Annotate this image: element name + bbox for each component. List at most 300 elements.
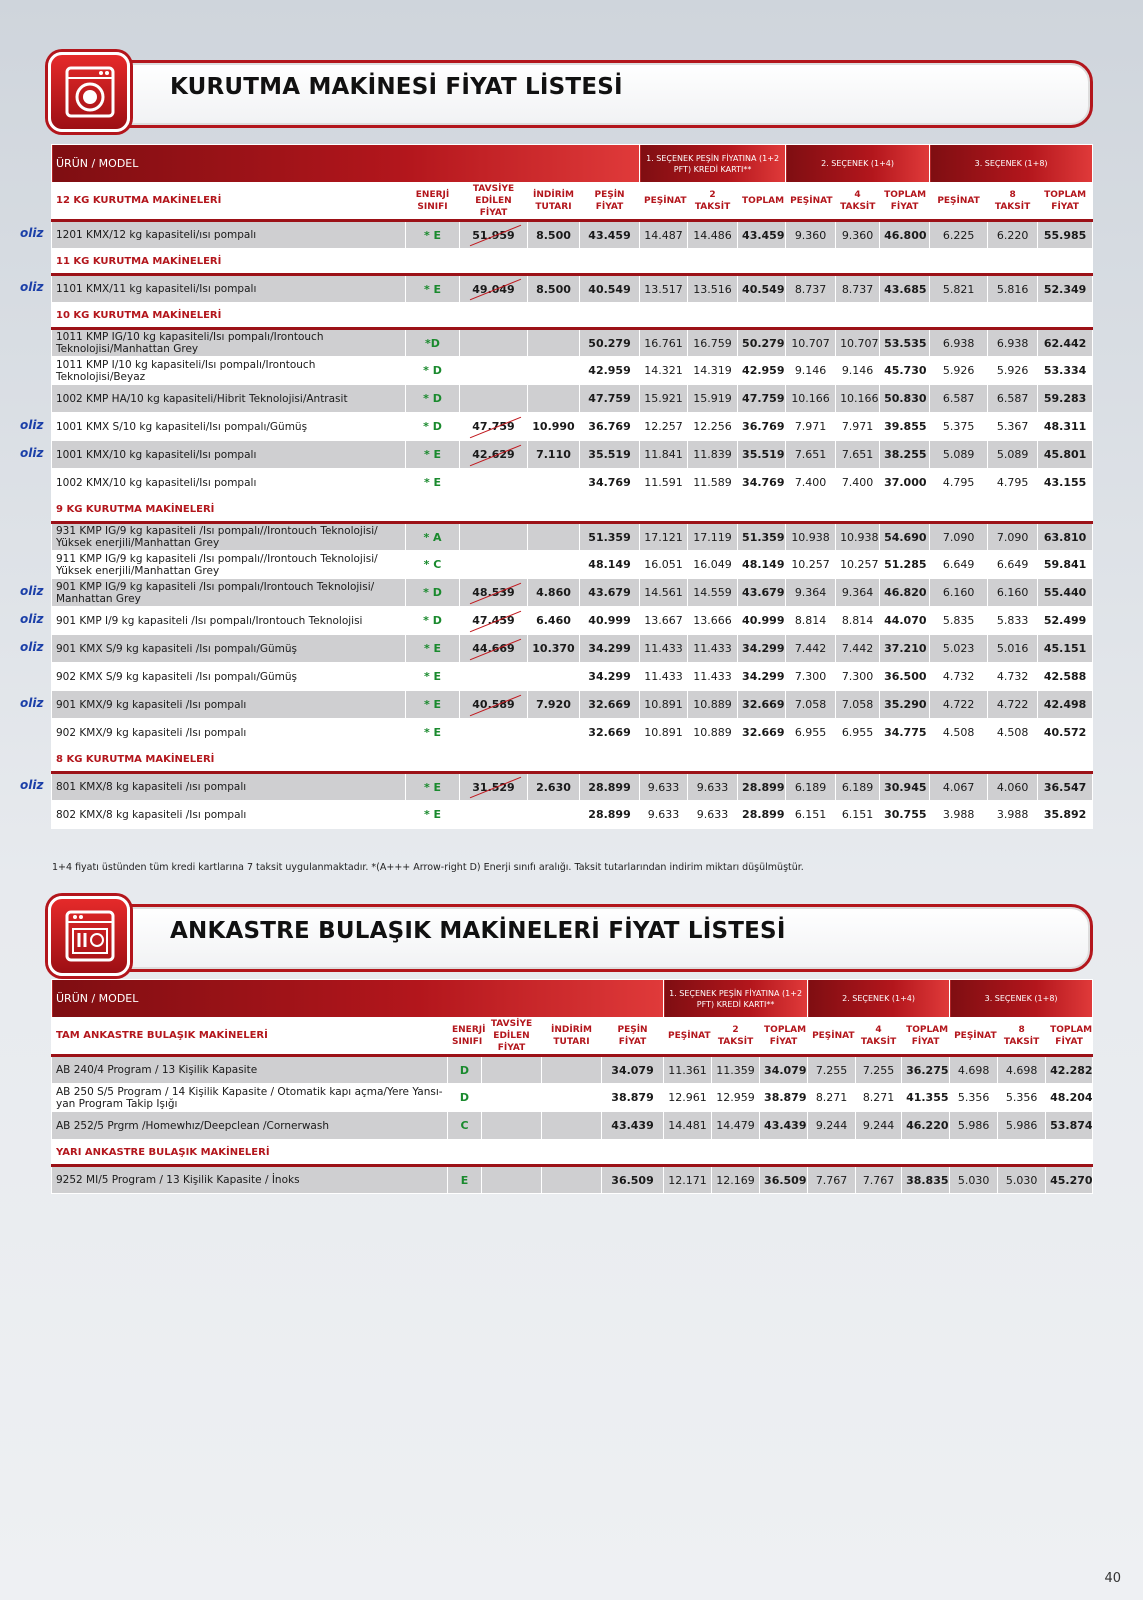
cash-price: 43.439 (602, 1112, 664, 1140)
installment: 9.364 (836, 579, 880, 607)
header-option-1: 1. SEÇENEK PEŞİN FİYATINA (1+2 PFT) KREDİ KARTI** (664, 980, 808, 1018)
installment: 5.816 (988, 275, 1038, 303)
header-option-3: 3. SEÇENEK (1+8) (950, 980, 1093, 1018)
brand-logo: oliz (20, 417, 44, 432)
recommended-price (482, 1056, 542, 1084)
cash-price: 51.359 (580, 523, 640, 551)
brand-logo: oliz (20, 279, 44, 294)
column-header-energy: ENERJİ SINIFI (406, 183, 460, 221)
down-payment: 6.151 (786, 801, 836, 829)
energy-class: * A (406, 523, 460, 551)
installment: 8.737 (836, 275, 880, 303)
down-payment: 7.651 (786, 441, 836, 469)
total: 36.500 (880, 663, 930, 691)
installment: 5.833 (988, 607, 1038, 635)
installment: 11.359 (712, 1056, 760, 1084)
down-payment: 10.257 (786, 551, 836, 579)
table-row (52, 1112, 1093, 1140)
installment: 10.707 (836, 329, 880, 357)
down-payment: 6.955 (786, 719, 836, 747)
installment: 5.030 (998, 1166, 1046, 1194)
recommended-price (460, 469, 528, 497)
discount-amount: 8.500 (528, 221, 580, 249)
installment: 9.360 (836, 221, 880, 249)
installment: 14.479 (712, 1112, 760, 1140)
installment: 9.633 (688, 773, 738, 801)
header-option-2: 2. SEÇENEK (1+4) (808, 980, 950, 1018)
down-payment: 9.364 (786, 579, 836, 607)
down-payment: 10.938 (786, 523, 836, 551)
down-payment: 11.433 (640, 635, 688, 663)
recommended-price: 47.759 (460, 413, 528, 441)
down-payment: 9.633 (640, 801, 688, 829)
down-payment: 10.891 (640, 691, 688, 719)
dishwasher-price-list-banner (48, 896, 1093, 976)
installment: 17.119 (688, 523, 738, 551)
category-heading: 9 KG KURUTMA MAKİNELERİ (52, 497, 1093, 523)
total: 34.299 (738, 635, 786, 663)
discount-amount (528, 663, 580, 691)
down-payment: 7.090 (930, 523, 988, 551)
column-header-inst1: 2 TAKSİT (712, 1018, 760, 1056)
cash-price: 38.879 (602, 1084, 664, 1112)
product-name: 9252 MI/5 Program / 13 Kişilik Kapasite / İnoks (52, 1166, 448, 1194)
installment: 7.090 (988, 523, 1038, 551)
down-payment: 9.360 (786, 221, 836, 249)
installment: 5.016 (988, 635, 1038, 663)
cash-price: 50.279 (580, 329, 640, 357)
down-payment: 5.030 (950, 1166, 998, 1194)
table-row (52, 691, 1093, 719)
column-header-total2: TOPLAM FİYAT (902, 1018, 950, 1056)
installment: 5.367 (988, 413, 1038, 441)
cash-price: 34.769 (580, 469, 640, 497)
recommended-price: 44.669 (460, 635, 528, 663)
column-header-total1: TOPLAM FİYAT (760, 1018, 808, 1056)
table-row (52, 719, 1093, 747)
brand-logo: oliz (20, 225, 44, 240)
column-header-down1: PEŞİNAT (664, 1018, 712, 1056)
dryer-price-table (51, 144, 1093, 829)
column-header-energy: ENERJİ SINIFI (448, 1018, 482, 1056)
table-row (52, 579, 1093, 607)
total: 40.999 (738, 607, 786, 635)
installment: 16.049 (688, 551, 738, 579)
brand-logo: oliz (20, 695, 44, 710)
product-name: 1002 KMP HA/10 kg kapasiteli/Hibrit Teknolojisi/Antrasit (52, 385, 406, 413)
total: 46.820 (880, 579, 930, 607)
total: 46.800 (880, 221, 930, 249)
installment: 11.839 (688, 441, 738, 469)
total: 59.841 (1038, 551, 1093, 579)
column-header-cash: PEŞİN FİYAT (580, 183, 640, 221)
discount-amount: 8.500 (528, 275, 580, 303)
recommended-price: 40.589 (460, 691, 528, 719)
down-payment: 10.707 (786, 329, 836, 357)
table-row (52, 275, 1093, 303)
installment: 10.889 (688, 691, 738, 719)
total: 32.669 (738, 719, 786, 747)
total: 44.070 (880, 607, 930, 635)
installment: 14.486 (688, 221, 738, 249)
cash-price: 32.669 (580, 719, 640, 747)
down-payment: 4.732 (930, 663, 988, 691)
category-heading: 10 KG KURUTMA MAKİNELERİ (52, 303, 1093, 329)
cash-price: 34.299 (580, 663, 640, 691)
discount-amount: 2.630 (528, 773, 580, 801)
total: 48.204 (1046, 1084, 1093, 1112)
table-row (52, 607, 1093, 635)
installment: 7.255 (856, 1056, 902, 1084)
table-row (52, 551, 1093, 579)
installment: 16.759 (688, 329, 738, 357)
installment: 7.767 (856, 1166, 902, 1194)
total: 36.547 (1038, 773, 1093, 801)
installment: 11.433 (688, 635, 738, 663)
dryer-price-list-banner (48, 52, 1093, 132)
recommended-price (482, 1166, 542, 1194)
total: 34.299 (738, 663, 786, 691)
table-row (52, 1084, 1093, 1112)
installment: 11.433 (688, 663, 738, 691)
total: 45.730 (880, 357, 930, 385)
discount-amount: 10.370 (528, 635, 580, 663)
energy-class: * D (406, 413, 460, 441)
energy-class: * D (406, 385, 460, 413)
down-payment: 4.698 (950, 1056, 998, 1084)
total: 34.079 (760, 1056, 808, 1084)
table-row (52, 635, 1093, 663)
discount-amount: 7.110 (528, 441, 580, 469)
energy-class: D (448, 1084, 482, 1112)
category-heading: YARI ANKASTRE BULAŞIK MAKİNELERİ (52, 1140, 1093, 1166)
page-number: 40 (1104, 1571, 1121, 1586)
product-name: 931 KMP IG/9 kg kapasiteli /Isı pompalı//Irontouch Teknolojisi/ Yüksek enerjili/Manhattan Grey (52, 523, 406, 551)
brand-logo: oliz (20, 639, 44, 654)
column-header-cash: PEŞİN FİYAT (602, 1018, 664, 1056)
down-payment: 5.835 (930, 607, 988, 635)
category-heading: 8 KG KURUTMA MAKİNELERİ (52, 747, 1093, 773)
recommended-price: 42.629 (460, 441, 528, 469)
installment: 4.698 (998, 1056, 1046, 1084)
installment: 6.649 (988, 551, 1038, 579)
recommended-price: 31.529 (460, 773, 528, 801)
column-header-recommended: TAVSİYE EDİLEN FİYAT (482, 1018, 542, 1056)
product-name: AB 252/5 Prgrm /Homewhız/Deepclean /Cornerwash (52, 1112, 448, 1140)
energy-class: * E (406, 663, 460, 691)
cash-price: 34.299 (580, 635, 640, 663)
table-row (52, 801, 1093, 829)
down-payment: 14.561 (640, 579, 688, 607)
down-payment: 7.300 (786, 663, 836, 691)
energy-class: * D (406, 357, 460, 385)
down-payment: 5.089 (930, 441, 988, 469)
installment: 15.919 (688, 385, 738, 413)
total: 35.290 (880, 691, 930, 719)
total: 63.810 (1038, 523, 1093, 551)
product-name: 901 KMP IG/9 kg kapasiteli /Isı pompalı/Irontouch Teknolojisi/ Manhattan Grey (52, 579, 406, 607)
installment: 12.169 (712, 1166, 760, 1194)
column-header-recommended: TAVSİYE EDİLEN FİYAT (460, 183, 528, 221)
total: 55.440 (1038, 579, 1093, 607)
down-payment: 7.400 (786, 469, 836, 497)
cash-price: 28.899 (580, 801, 640, 829)
column-header-discount: İNDİRİM TUTARI (528, 183, 580, 221)
recommended-price (460, 551, 528, 579)
product-name: AB 250 S/5 Program / 14 Kişilik Kapasite / Otomatik kapı açma/Yere Yansı-yan Program Takip Işığı (52, 1084, 448, 1112)
installment: 7.400 (836, 469, 880, 497)
installment: 8.271 (856, 1084, 902, 1112)
energy-class: * E (406, 221, 460, 249)
discount-amount (528, 385, 580, 413)
installment: 9.244 (856, 1112, 902, 1140)
product-name: 1001 KMX/10 kg kapasiteli/Isı pompalı (52, 441, 406, 469)
total: 51.285 (880, 551, 930, 579)
installment: 6.160 (988, 579, 1038, 607)
energy-class: * E (406, 719, 460, 747)
down-payment: 7.255 (808, 1056, 856, 1084)
cash-price: 43.679 (580, 579, 640, 607)
recommended-price (460, 385, 528, 413)
column-header-total1: TOPLAM (738, 183, 786, 221)
installment: 4.060 (988, 773, 1038, 801)
down-payment: 8.814 (786, 607, 836, 635)
product-name: AB 240/4 Program / 13 Kişilik Kapasite (52, 1056, 448, 1084)
down-payment: 9.244 (808, 1112, 856, 1140)
column-header-inst3: 8 TAKSİT (998, 1018, 1046, 1056)
down-payment: 11.433 (640, 663, 688, 691)
product-name: 901 KMX S/9 kg kapasiteli /Isı pompalı/Gümüş (52, 635, 406, 663)
down-payment: 12.257 (640, 413, 688, 441)
total: 38.879 (760, 1084, 808, 1112)
header-option-1: 1. SEÇENEK PEŞİN FİYATINA (1+2 PFT) KREDİ KARTI** (640, 145, 786, 183)
total: 39.855 (880, 413, 930, 441)
header-option-2: 2. SEÇENEK (1+4) (786, 145, 930, 183)
installment: 12.959 (712, 1084, 760, 1112)
down-payment: 6.189 (786, 773, 836, 801)
header-product: ÜRÜN / MODEL (52, 145, 640, 183)
down-payment: 5.821 (930, 275, 988, 303)
product-name: 1002 KMX/10 kg kapasiteli/Isı pompalı (52, 469, 406, 497)
energy-class: * E (406, 801, 460, 829)
column-header-down3: PEŞİNAT (930, 183, 988, 221)
column-header-total3: TOPLAM FİYAT (1046, 1018, 1093, 1056)
total: 53.874 (1046, 1112, 1093, 1140)
down-payment: 5.023 (930, 635, 988, 663)
recommended-price (460, 523, 528, 551)
product-name: 801 KMX/8 kg kapasiteli /ısı pompalı (52, 773, 406, 801)
product-name: 802 KMX/8 kg kapasiteli /Isı pompalı (52, 801, 406, 829)
header-option-3: 3. SEÇENEK (1+8) (930, 145, 1093, 183)
installment: 6.189 (836, 773, 880, 801)
total: 51.359 (738, 523, 786, 551)
energy-class: D (448, 1056, 482, 1084)
category-heading: 12 KG KURUTMA MAKİNELERİ (52, 183, 406, 221)
down-payment: 8.737 (786, 275, 836, 303)
brand-logo: oliz (20, 583, 44, 598)
category-heading: TAM ANKASTRE BULAŞIK MAKİNELERİ (52, 1018, 448, 1056)
header-product: ÜRÜN / MODEL (52, 980, 664, 1018)
energy-class: *D (406, 329, 460, 357)
down-payment: 14.481 (664, 1112, 712, 1140)
total: 35.519 (738, 441, 786, 469)
cash-price: 28.899 (580, 773, 640, 801)
table-row (52, 357, 1093, 385)
installment: 6.587 (988, 385, 1038, 413)
total: 42.959 (738, 357, 786, 385)
table-row (52, 523, 1093, 551)
down-payment: 11.361 (664, 1056, 712, 1084)
down-payment: 6.225 (930, 221, 988, 249)
total: 42.588 (1038, 663, 1093, 691)
total: 48.311 (1038, 413, 1093, 441)
installment: 4.722 (988, 691, 1038, 719)
down-payment: 5.986 (950, 1112, 998, 1140)
table-row (52, 469, 1093, 497)
cash-price: 43.459 (580, 221, 640, 249)
installment: 14.319 (688, 357, 738, 385)
section-title: KURUTMA MAKİNESİ FİYAT LİSTESİ (170, 74, 623, 100)
total: 47.759 (738, 385, 786, 413)
table-row (52, 773, 1093, 801)
column-header-inst3: 8 TAKSİT (988, 183, 1038, 221)
cash-price: 32.669 (580, 691, 640, 719)
down-payment: 7.971 (786, 413, 836, 441)
column-header-down2: PEŞİNAT (786, 183, 836, 221)
total: 48.149 (738, 551, 786, 579)
installment: 11.589 (688, 469, 738, 497)
discount-amount: 10.990 (528, 413, 580, 441)
energy-class: * C (406, 551, 460, 579)
total: 36.509 (760, 1166, 808, 1194)
recommended-price: 48.539 (460, 579, 528, 607)
recommended-price: 49.049 (460, 275, 528, 303)
discount-amount (528, 357, 580, 385)
total: 43.685 (880, 275, 930, 303)
product-name: 902 KMX S/9 kg kapasiteli /Isı pompalı/Gümüş (52, 663, 406, 691)
down-payment: 4.795 (930, 469, 988, 497)
total: 55.985 (1038, 221, 1093, 249)
cash-price: 36.769 (580, 413, 640, 441)
energy-class: * D (406, 607, 460, 635)
down-payment: 10.166 (786, 385, 836, 413)
brand-logo: oliz (20, 445, 44, 460)
table-row (52, 413, 1093, 441)
total: 53.334 (1038, 357, 1093, 385)
total: 45.270 (1046, 1166, 1093, 1194)
cash-price: 34.079 (602, 1056, 664, 1084)
installment: 7.058 (836, 691, 880, 719)
dishwasher-icon (48, 896, 130, 976)
column-header-down1: PEŞİNAT (640, 183, 688, 221)
column-header-down3: PEŞİNAT (950, 1018, 998, 1056)
product-name: 911 KMP IG/9 kg kapasiteli /Isı pompalı//Irontouch Teknolojisi/ Yüksek enerjili/Manhattan Grey (52, 551, 406, 579)
total: 28.899 (738, 801, 786, 829)
total: 45.151 (1038, 635, 1093, 663)
column-header-inst1: 2 TAKSİT (688, 183, 738, 221)
down-payment: 4.722 (930, 691, 988, 719)
installment: 5.356 (998, 1084, 1046, 1112)
down-payment: 6.160 (930, 579, 988, 607)
down-payment: 16.761 (640, 329, 688, 357)
installment: 10.166 (836, 385, 880, 413)
cash-price: 48.149 (580, 551, 640, 579)
energy-class: * E (406, 691, 460, 719)
down-payment: 10.891 (640, 719, 688, 747)
installment: 5.089 (988, 441, 1038, 469)
down-payment: 3.988 (930, 801, 988, 829)
recommended-price (460, 719, 528, 747)
installment: 6.151 (836, 801, 880, 829)
total: 62.442 (1038, 329, 1093, 357)
total: 43.439 (760, 1112, 808, 1140)
total: 34.775 (880, 719, 930, 747)
down-payment: 14.487 (640, 221, 688, 249)
installment: 8.814 (836, 607, 880, 635)
installment: 3.988 (988, 801, 1038, 829)
installment: 7.971 (836, 413, 880, 441)
total: 52.349 (1038, 275, 1093, 303)
dishwasher-price-table (51, 979, 1093, 1194)
energy-class: * E (406, 441, 460, 469)
product-name: 901 KMP I/9 kg kapasiteli /Isı pompalı/Irontouch Teknolojisi (52, 607, 406, 635)
category-heading: 11 KG KURUTMA MAKİNELERİ (52, 249, 1093, 275)
installment: 12.256 (688, 413, 738, 441)
down-payment: 7.442 (786, 635, 836, 663)
total: 54.690 (880, 523, 930, 551)
energy-class: C (448, 1112, 482, 1140)
down-payment: 9.146 (786, 357, 836, 385)
total: 35.892 (1038, 801, 1093, 829)
product-name: 1101 KMX/11 kg kapasiteli/Isı pompalı (52, 275, 406, 303)
discount-amount (542, 1112, 602, 1140)
total: 28.899 (738, 773, 786, 801)
down-payment: 13.517 (640, 275, 688, 303)
total: 42.282 (1046, 1056, 1093, 1084)
recommended-price (460, 329, 528, 357)
down-payment: 9.633 (640, 773, 688, 801)
down-payment: 7.058 (786, 691, 836, 719)
product-name: 1011 KMP I/10 kg kapasiteli/Isı pompalı/Irontouch Teknolojisi/Beyaz (52, 357, 406, 385)
installment: 6.220 (988, 221, 1038, 249)
discount-amount (528, 551, 580, 579)
discount-amount (528, 719, 580, 747)
installment: 4.508 (988, 719, 1038, 747)
recommended-price (482, 1084, 542, 1112)
table-row (52, 663, 1093, 691)
column-header-total3: TOPLAM FİYAT (1038, 183, 1093, 221)
down-payment: 5.356 (950, 1084, 998, 1112)
installment: 7.300 (836, 663, 880, 691)
installment: 6.955 (836, 719, 880, 747)
down-payment: 11.591 (640, 469, 688, 497)
total: 43.155 (1038, 469, 1093, 497)
total: 34.769 (738, 469, 786, 497)
total: 40.549 (738, 275, 786, 303)
installment: 7.651 (836, 441, 880, 469)
recommended-price (482, 1112, 542, 1140)
column-header-inst2: 4 TAKSİT (836, 183, 880, 221)
down-payment: 12.961 (664, 1084, 712, 1112)
energy-class: * E (406, 635, 460, 663)
column-header-discount: İNDİRİM TUTARI (542, 1018, 602, 1056)
energy-class: * E (406, 773, 460, 801)
product-name: 1001 KMX S/10 kg kapasiteli/Isı pompalı/Gümüş (52, 413, 406, 441)
installment: 5.926 (988, 357, 1038, 385)
dryer-icon (48, 52, 130, 132)
energy-class: * E (406, 469, 460, 497)
discount-amount (528, 523, 580, 551)
